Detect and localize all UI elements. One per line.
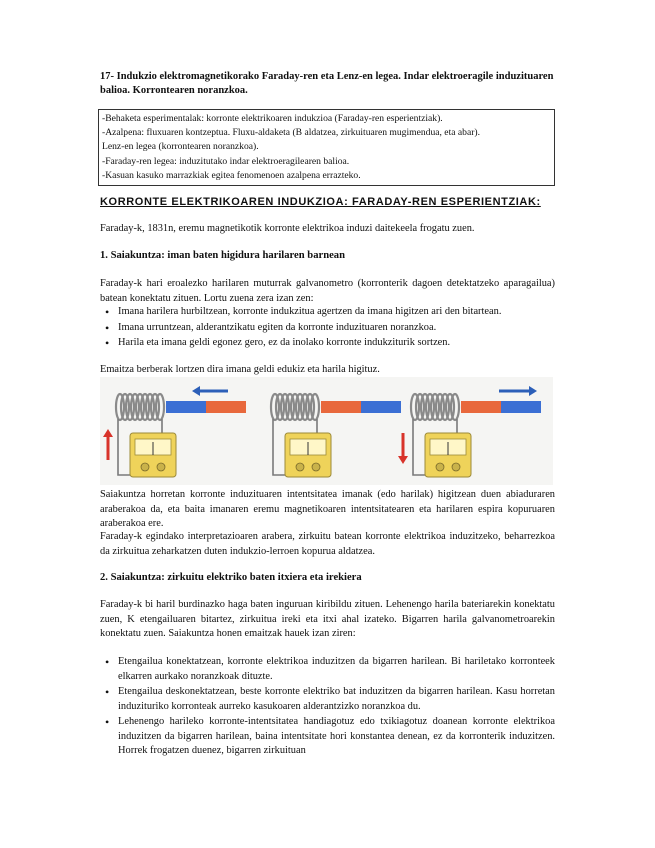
objective-item: -Kasuan kasuko marrazkiak egitea fenomenoen azalpena errazteko. bbox=[102, 169, 361, 181]
experiment1-paragraph3: Faraday-k egindako interpretazioaren arabera, zirkuitu batean korronte elektrikoa induzitzeko, beharrezkoa da zirkuitua zeharkatzen duten indukzio-lerroen kopurua aldatzea. bbox=[100, 531, 555, 557]
objective-item: Lenz-en legea (korrontearen noranzkoa). bbox=[102, 141, 259, 153]
faraday-experiment-illustration bbox=[100, 377, 553, 485]
section-heading: KORRONTE ELEKTRIKOAREN INDUKZIOA: FARADAY-REN ESPERIENTZIAK: bbox=[100, 196, 541, 208]
list-item: • Etengailua deskonektatzean, beste korronte elektriko bat induzitzen da bigarren harilean. Kasu horretan induzituriko korronteak aurreko kasukoaren alderantzizko noranzkoa du. bbox=[100, 685, 555, 714]
list-item: • Etengailua konektatzean, korronte elektrikoa induzitzen da bigarren harilean. Bi hariletako korronteek elkarren aurkako noranzkoak dituzte. bbox=[100, 655, 555, 684]
faraday-experiment-figure bbox=[100, 377, 553, 485]
objectives-box bbox=[98, 109, 555, 186]
document-title: 17- Indukzio elektromagnetikorako Faraday-ren eta Lenz-en legea. Indar elektroeragile induzituaren balioa. Korrontearen noranzkoa. bbox=[100, 71, 554, 96]
list-item: • Imana urruntzean, alderantzikatu egiten da korronte induzituaren noranzkoa. bbox=[100, 321, 555, 336]
experiment1-heading: 1. Saiakuntza: iman baten higidura harilaren barnean bbox=[100, 250, 345, 261]
list-item: • Lehenengo harileko korronte-intentsitatea handiagotuz edo txikiagotuz doanean korronte elektrikoa induzitzen da bigarren harilean, baina intentsitate hori konstantea denean, ez da korronterik induzitzen. Horrek frogatzen duenez, bigarren zirkuituan bbox=[100, 715, 555, 759]
experiment2-paragraph: Faraday-k bi haril burdinazko haga baten inguruan kiribildu zituen. Lehenengo harila bateriarekin konektatu zuen, K etengailuaren bitartez, zirkuitua ireki eta itxi ahal izateko. Bigarren harila galvanometroarekin konektatu zuen. Saiakuntza honen emaitzak hauek izan ziren: bbox=[100, 599, 555, 639]
intro-paragraph: Faraday-k, 1831n, eremu magnetikotik korronte elektrikoa induzi daitekeela frogatu zuen. bbox=[100, 223, 475, 234]
objective-item: -Faraday-ren legea: induzitutako indar elektroeragilearen balioa. bbox=[102, 155, 350, 167]
experiment1-paragraph2: Saiakuntza horretan korronte induzituaren intentsitatea imanak (edo harilak) higitzean duen abiaduraren araberakoa da, eta baita imanaren eremu magnetikoaren intentsitatearen eta harilaren espira kopuruaren araberakoa ere. bbox=[100, 489, 555, 529]
list-item: • Imana harilera hurbiltzean, korronte indukzitua agertzen da imana higitzen ari den bitartean. bbox=[100, 305, 555, 320]
experiment1-result: Emaitza berberak lortzen dira imana geldi edukiz eta harila higituz. bbox=[100, 364, 380, 375]
experiment2-bullets bbox=[100, 655, 555, 760]
objective-item: -Azalpena: fluxuaren kontzeptua. Fluxu-aldaketa (B aldatzea, zirkuituaren mugimendua, eta abar). bbox=[102, 127, 480, 139]
list-item: • Harila eta imana geldi egonez gero, ez da inolako korronte indukziturik sortzen. bbox=[100, 336, 555, 351]
experiment1-paragraph: Faraday-k hari eroalezko harilaren muturrak galvanometro (korronterik dagoen detektatzeko aparagailua) batean konektatu zituen. Lortu zuena zera izan zen: bbox=[100, 278, 555, 304]
objective-item: -Behaketa esperimentalak: korronte elektrikoaren indukzioa (Faraday-ren esperientziak). bbox=[102, 113, 443, 124]
experiment1-bullets bbox=[100, 305, 555, 352]
experiment2-heading: 2. Saiakuntza: zirkuitu elektriko baten itxiera eta irekiera bbox=[100, 572, 362, 583]
